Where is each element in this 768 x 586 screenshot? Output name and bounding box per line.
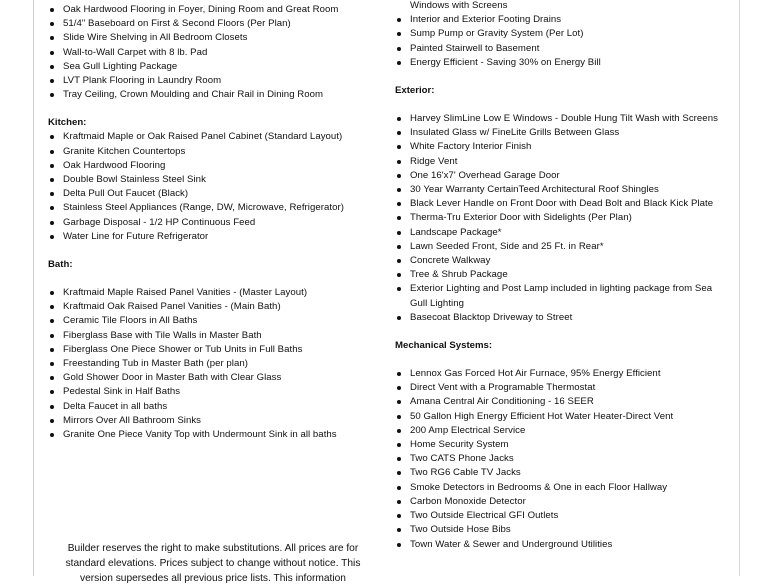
list-item: Direct Vent with a Programable Thermostat (395, 381, 740, 395)
list-item: Stainless Steel Appliances (Range, DW, Microwave, Refrigerator) (48, 201, 393, 215)
disclaimer-line: standard elevations. Prices subject to change without notice. This (65, 558, 361, 569)
list-item: Two CATS Phone Jacks (395, 452, 740, 466)
list-item: Lennox Gas Forced Hot Air Furnace, 95% Energy Efficient (395, 367, 740, 381)
list-item: Town Water & Sewer and Underground Utilities (395, 538, 740, 552)
list-item: Delta Pull Out Faucet (Black) (48, 187, 393, 201)
kitchen-heading: Kitchen: (48, 117, 87, 129)
mechanical-heading: Mechanical Systems: (395, 340, 493, 352)
bath-heading: Bath: (48, 259, 73, 271)
list-item: Pedestal Sink in Half Baths (48, 385, 393, 399)
kitchen-list (48, 130, 393, 244)
list-item: Water Line for Future Refrigerator (48, 230, 393, 244)
list-item: 200 Amp Electrical Service (395, 424, 740, 438)
list-item: Kraftmaid Maple or Oak Raised Panel Cabinet (Standard Layout) (48, 130, 393, 144)
list-item: Two Outside Electrical GFI Outlets (395, 509, 740, 523)
list-item: Black Lever Handle on Front Door with Dead Bolt and Black Kick Plate (395, 197, 740, 211)
list-item: Tree & Shrub Package (395, 268, 740, 282)
list-item: Delta Faucet in all baths (48, 400, 393, 414)
list-item: Concrete Walkway (395, 254, 740, 268)
mechanical-list (395, 367, 740, 552)
list-item: Amana Central Air Conditioning - 16 SEER (395, 395, 740, 409)
list-item: LVT Plank Flooring in Laundry Room (48, 74, 393, 88)
list-item: Home Security System (395, 438, 740, 452)
list-item: 30 Year Warranty CertainTeed Architectural Roof Shingles (395, 183, 740, 197)
list-item: Ridge Vent (395, 155, 740, 169)
bath-list (48, 286, 393, 442)
list-item: Freestanding Tub in Master Bath (per plan) (48, 357, 393, 371)
list-item: Oak Hardwood Flooring (48, 159, 393, 173)
list-item: Wall-to-Wall Carpet with 8 lb. Pad (48, 46, 393, 60)
list-item: Fiberglass Base with Tile Walls in Master Bath (48, 329, 393, 343)
disclaimer-line: Builder reserves the right to make substitutions. All prices are for (67, 543, 359, 554)
list-item: Carbon Monoxide Detector (395, 495, 740, 509)
list-item: Slide Wire Shelving in All Bedroom Closets (48, 31, 393, 45)
list-item: Landscape Package* (395, 226, 740, 240)
list-item: Interior and Exterior Footing Drains (395, 13, 740, 27)
list-item: Oak Hardwood Flooring in Foyer, Dining Room and Great Room (48, 3, 393, 17)
list-item: 50 Gallon High Energy Efficient Hot Water Heater-Direct Vent (395, 410, 740, 424)
list-item: Kraftmaid Oak Raised Panel Vanities - (Main Bath) (48, 300, 393, 314)
list-item: Granite Kitchen Countertops (48, 145, 393, 159)
list-item: Exterior Lighting and Post Lamp included in lighting package from Sea (395, 282, 740, 296)
list-item-continuation: Windows with Screens (410, 0, 508, 11)
list-item: Sea Gull Lighting Package (48, 60, 393, 74)
list-item: Basecoat Blacktop Driveway to Street (395, 311, 740, 325)
list-item: Sump Pump or Gravity System (Per Lot) (395, 27, 740, 41)
list-item: Kraftmaid Maple Raised Panel Vanities - (Master Layout) (48, 286, 393, 300)
list-item: Lawn Seeded Front, Side and 25 Ft. in Rear* (395, 240, 740, 254)
list-item: Energy Efficient - Saving 30% on Energy Bill (395, 56, 740, 70)
exterior-heading: Exterior: (395, 85, 435, 97)
exterior-list (395, 112, 740, 325)
list-item-continuation: Gull Lighting (410, 297, 464, 309)
disclaimer-text (54, 541, 372, 586)
right-column (395, 0, 740, 552)
list-item: Harvey SlimLine Low E Windows - Double Hung Tilt Wash with Screens (395, 112, 740, 126)
left-column (48, 3, 393, 442)
list-item: Therma-Tru Exterior Door with Sidelights (Per Plan) (395, 211, 740, 225)
list-item: Painted Stairwell to Basement (395, 42, 740, 56)
list-item: One 16'x7' Overhead Garage Door (395, 169, 740, 183)
list-item: Gold Shower Door in Master Bath with Clear Glass (48, 371, 393, 385)
list-item: Garbage Disposal - 1/2 HP Continuous Feed (48, 216, 393, 230)
list-item: Two RG6 Cable TV Jacks (395, 466, 740, 480)
foundation-continued-list (395, 0, 740, 70)
list-item: Ceramic Tile Floors in All Baths (48, 314, 393, 328)
list-item: Mirrors Over All Bathroom Sinks (48, 414, 393, 428)
list-item: 51/4" Baseboard on First & Second Floors (Per Plan) (48, 17, 393, 31)
list-item: Fiberglass One Piece Shower or Tub Units in Full Baths (48, 343, 393, 357)
list-item: White Factory Interior Finish (395, 140, 740, 154)
list-item: Double Bowl Stainless Steel Sink (48, 173, 393, 187)
interior-continued-list (48, 3, 393, 102)
list-item: Granite One Piece Vanity Top with Undermount Sink in all baths (48, 428, 393, 442)
list-item: Smoke Detectors in Bedrooms & One in each Floor Hallway (395, 481, 740, 495)
disclaimer-line: version supersedes all previous price lists. This information (80, 573, 346, 584)
list-item: Insulated Glass w/ FineLite Grills Between Glass (395, 126, 740, 140)
list-item: Two Outside Hose Bibs (395, 523, 740, 537)
list-item: Tray Ceiling, Crown Moulding and Chair Rail in Dining Room (48, 88, 393, 102)
page-border-left (33, 0, 34, 576)
